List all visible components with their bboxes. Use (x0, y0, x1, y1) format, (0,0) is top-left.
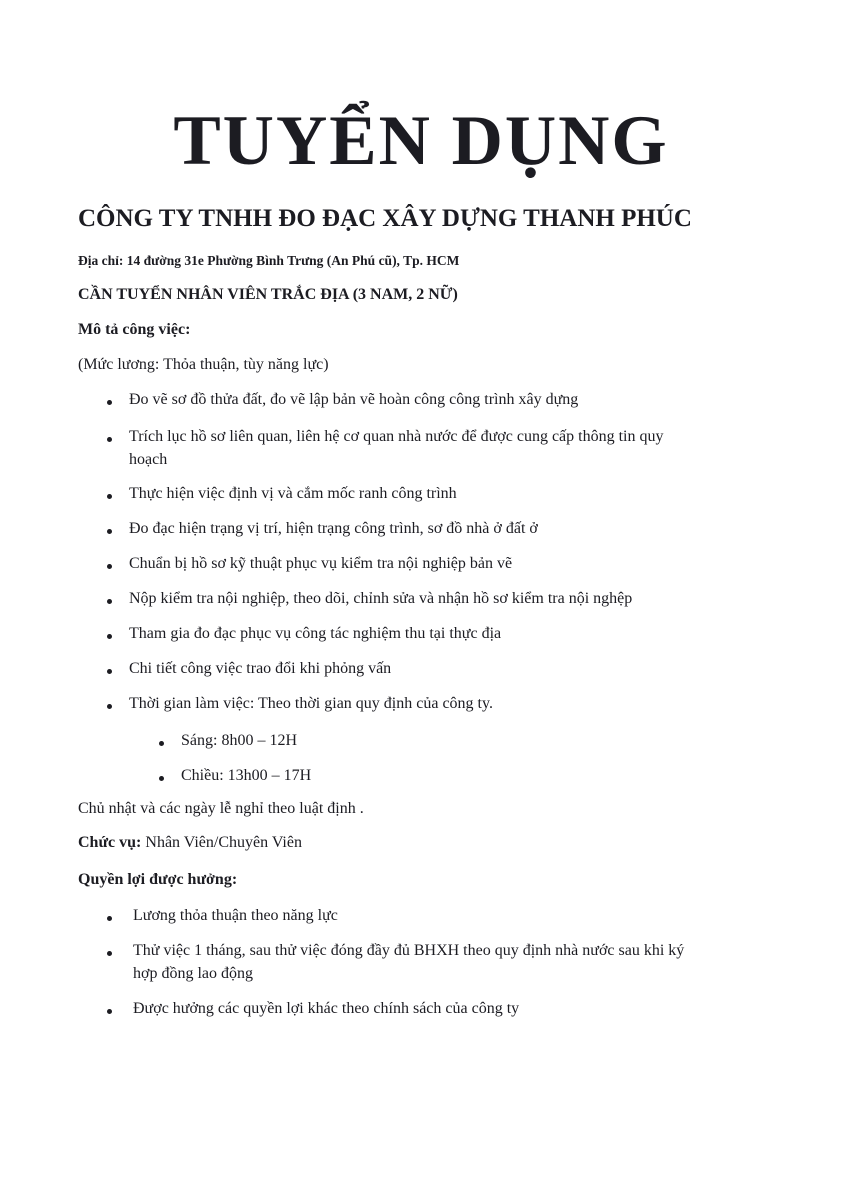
list-item: Thời gian làm việc: Theo thời gian quy định của công ty. (129, 695, 493, 712)
schedule-morning: Sáng: 8h00 – 12H (181, 732, 297, 749)
benefits-heading: Quyền lợi được hưởng: (78, 871, 238, 888)
list-item: Đo vẽ sơ đồ thửa đất, đo vẽ lập bản vẽ hoàn công công trình xây dựng (129, 391, 579, 408)
bullet-dot (107, 599, 112, 604)
bullet-dot (107, 564, 112, 569)
bullet-dot (107, 1009, 112, 1014)
position-value: Nhân Viên/Chuyên Viên (141, 834, 302, 851)
list-item: Đo đạc hiện trạng vị trí, hiện trạng công trình, sơ đồ nhà ở đất ở (129, 520, 538, 537)
position-label: Chức vụ: (78, 834, 142, 851)
schedule-afternoon: Chiều: 13h00 – 17H (181, 767, 312, 784)
list-item: Thực hiện việc định vị và cắm mốc ranh công trình (129, 485, 457, 502)
list-item: Chuẩn bị hồ sơ kỹ thuật phục vụ kiểm tra nội nghiệp bản vẽ (129, 555, 513, 572)
bullet-dot (107, 529, 112, 534)
salary-note: (Mức lương: Thỏa thuận, tùy năng lực) (78, 356, 329, 373)
company-name: CÔNG TY TNHH ĐO ĐẠC XÂY DỰNG THANH PHÚC (78, 205, 692, 232)
page-title: TUYỂN DỤNG (173, 102, 669, 180)
sub-bullet-dot (159, 776, 164, 781)
recruit-headline: CẦN TUYỂN NHÂN VIÊN TRẮC ĐỊA (3 NAM, 2 NỮ) (78, 286, 458, 303)
list-item-continuation: hợp đồng lao động (133, 965, 254, 982)
list-item: Được hưởng các quyền lợi khác theo chính sách của công ty (133, 1000, 520, 1017)
list-item: Nộp kiểm tra nội nghiệp, theo dõi, chỉnh sửa và nhận hồ sơ kiểm tra nội nghệp (129, 590, 633, 607)
bullet-dot (107, 951, 112, 956)
bullet-dot (107, 400, 112, 405)
job-description-heading: Mô tả công việc: (78, 321, 191, 338)
list-item: Tham gia đo đạc phục vụ công tác nghiệm thu tại thực địa (129, 625, 502, 642)
bullet-dot (107, 494, 112, 499)
bullet-dot (107, 634, 112, 639)
position-line (78, 832, 302, 854)
bullet-dot (107, 916, 112, 921)
list-item: Chi tiết công việc trao đổi khi phỏng vấn (129, 660, 392, 677)
list-item: Trích lục hồ sơ liên quan, liên hệ cơ quan nhà nước để được cung cấp thông tin quy (129, 428, 664, 445)
holiday-note: Chủ nhật và các ngày lễ nghỉ theo luật định . (78, 800, 364, 817)
list-item: Thử việc 1 tháng, sau thử việc đóng đầy đủ BHXH theo quy định nhà nước sau khi ký (133, 942, 685, 959)
company-address: Địa chỉ: 14 đường 31e Phường Bình Trưng (An Phú cũ), Tp. HCM (78, 253, 460, 268)
bullet-dot (107, 669, 112, 674)
sub-bullet-dot (159, 741, 164, 746)
list-item: Lương thỏa thuận theo năng lực (133, 907, 338, 924)
list-item-continuation: hoạch (129, 451, 168, 468)
bullet-dot (107, 437, 112, 442)
bullet-dot (107, 704, 112, 709)
